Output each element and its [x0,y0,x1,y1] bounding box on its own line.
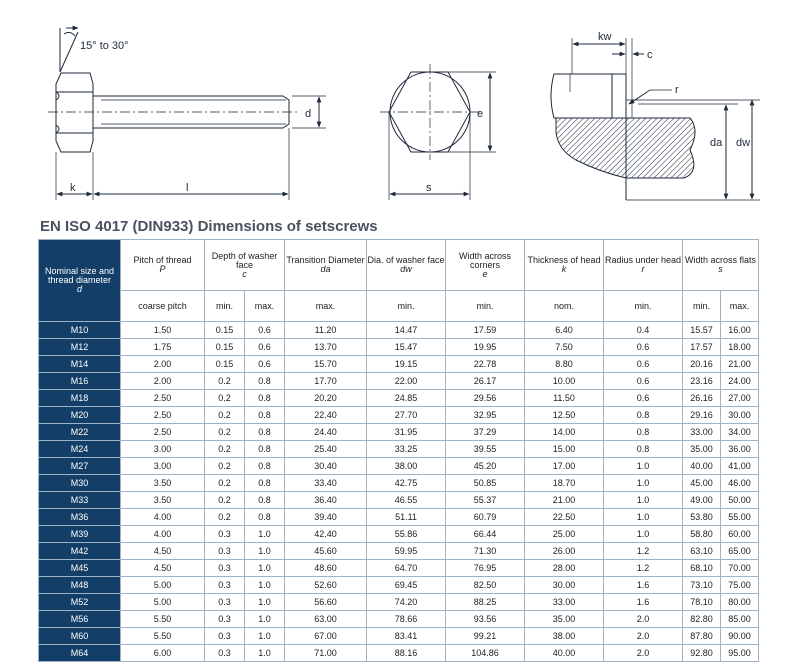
dimensions-table [38,239,759,662]
table-row [39,509,759,526]
table-cell: 15.70 [285,356,367,373]
table-cell: 33.00 [525,594,604,611]
table-cell: 30.00 [525,577,604,594]
nominal-size-cell: M27 [39,458,121,475]
nominal-size-cell: M45 [39,560,121,577]
washer-dia-header: Dia. of washer face dw [367,240,446,291]
table-cell: 49.00 [683,492,721,509]
table-cell: 1.50 [121,322,205,339]
table-cell: 46.00 [721,475,759,492]
table-row [39,407,759,424]
table-cell: 1.0 [245,594,285,611]
table-cell: 3.00 [121,441,205,458]
table-cell: 0.3 [205,577,245,594]
table-cell: 3.00 [121,458,205,475]
washer-face-detail-view [551,38,760,200]
table-cell: 71.30 [446,543,525,560]
table-cell: 12.50 [525,407,604,424]
table-cell: 55.00 [721,509,759,526]
table-cell: 55.37 [446,492,525,509]
bolt-head-top-view [380,64,496,200]
table-cell: 68.10 [683,560,721,577]
table-cell: 22.00 [367,373,446,390]
table-cell: 69.45 [367,577,446,594]
table-cell: 71.00 [285,645,367,662]
table-cell: 24.85 [367,390,446,407]
table-cell: 59.95 [367,543,446,560]
table-cell: 1.0 [604,475,683,492]
table-cell: 0.3 [205,560,245,577]
table-cell: 1.0 [604,509,683,526]
table-cell: 58.80 [683,526,721,543]
pitch-header: Pitch of thread P [121,240,205,291]
table-cell: 8.80 [525,356,604,373]
table-cell: 29.16 [683,407,721,424]
table-row [39,424,759,441]
nominal-size-cell: M20 [39,407,121,424]
da-label: da [710,137,723,149]
table-cell: 33.40 [285,475,367,492]
table-row [39,339,759,356]
dimensions-table-container [38,239,758,662]
table-cell: 75.00 [721,577,759,594]
nominal-size-cell: M36 [39,509,121,526]
table-cell: 27.70 [367,407,446,424]
technical-drawings [0,0,796,215]
table-row [39,458,759,475]
table-cell: 38.00 [525,628,604,645]
table-cell: 82.80 [683,611,721,628]
table-cell: 28.00 [525,560,604,577]
nominal-size-cell: M30 [39,475,121,492]
table-cell: 2.0 [604,645,683,662]
table-cell: 0.3 [205,594,245,611]
kw-label: kw [598,31,612,43]
table-cell: 33.25 [367,441,446,458]
table-cell: 6.00 [121,645,205,662]
subheader-cell: max. [721,291,759,322]
table-cell: 88.25 [446,594,525,611]
table-cell: 21.00 [525,492,604,509]
subheader-cell: max. [285,291,367,322]
table-row [39,628,759,645]
l-label: l [186,182,189,194]
table-cell: 22.78 [446,356,525,373]
table-cell: 0.15 [205,322,245,339]
nominal-size-cell: M10 [39,322,121,339]
table-cell: 50.00 [721,492,759,509]
table-cell: 80.00 [721,594,759,611]
table-cell: 45.00 [683,475,721,492]
table-cell: 4.50 [121,560,205,577]
table-cell: 0.8 [245,390,285,407]
table-cell: 24.40 [285,424,367,441]
nominal-size-cell: M64 [39,645,121,662]
table-cell: 45.20 [446,458,525,475]
table-cell: 63.00 [285,611,367,628]
table-cell: 0.8 [245,441,285,458]
nominal-size-header: Nominal size and thread diameter d [39,240,121,322]
r-label: r [675,84,679,96]
table-cell: 1.0 [245,611,285,628]
table-cell: 14.47 [367,322,446,339]
table-row [39,475,759,492]
table-cell: 4.50 [121,543,205,560]
table-cell: 26.17 [446,373,525,390]
table-cell: 19.15 [367,356,446,373]
table-cell: 60.79 [446,509,525,526]
table-cell: 0.2 [205,492,245,509]
table-cell: 41.00 [721,458,759,475]
table-cell: 64.70 [367,560,446,577]
table-cell: 1.6 [604,577,683,594]
table-cell: 38.00 [367,458,446,475]
table-cell: 66.44 [446,526,525,543]
table-cell: 4.00 [121,509,205,526]
table-cell: 0.6 [245,356,285,373]
table-cell: 30.40 [285,458,367,475]
table-cell: 45.60 [285,543,367,560]
table-cell: 1.0 [245,577,285,594]
c-label: c [647,49,653,61]
table-cell: 24.00 [721,373,759,390]
table-cell: 13.70 [285,339,367,356]
table-cell: 19.95 [446,339,525,356]
table-cell: 51.11 [367,509,446,526]
table-cell: 0.8 [245,407,285,424]
table-cell: 3.50 [121,492,205,509]
table-cell: 26.16 [683,390,721,407]
table-cell: 76.95 [446,560,525,577]
table-cell: 70.00 [721,560,759,577]
s-label: s [426,182,432,194]
head-thickness-header: Thickness of head k [525,240,604,291]
table-cell: 42.40 [285,526,367,543]
subheader-cell: min. [205,291,245,322]
table-cell: 85.00 [721,611,759,628]
table-row [39,373,759,390]
table-cell: 36.00 [721,441,759,458]
table-row [39,356,759,373]
table-cell: 6.40 [525,322,604,339]
table-cell: 35.00 [683,441,721,458]
nominal-size-cell: M24 [39,441,121,458]
table-cell: 1.0 [245,645,285,662]
table-row [39,611,759,628]
table-cell: 29.56 [446,390,525,407]
table-cell: 14.00 [525,424,604,441]
table-cell: 0.3 [205,611,245,628]
bolt-side-view [48,28,326,200]
washer-depth-header: Depth of washer face c [205,240,285,291]
subheader-cell: coarse pitch [121,291,205,322]
table-cell: 1.2 [604,543,683,560]
table-cell: 73.10 [683,577,721,594]
table-cell: 1.2 [604,560,683,577]
table-cell: 50.85 [446,475,525,492]
table-cell: 0.3 [205,543,245,560]
table-cell: 31.95 [367,424,446,441]
k-label: k [70,182,76,194]
table-cell: 0.4 [604,322,683,339]
nominal-size-cell: M18 [39,390,121,407]
table-cell: 27.00 [721,390,759,407]
nominal-size-cell: M16 [39,373,121,390]
table-cell: 63.10 [683,543,721,560]
table-cell: 23.16 [683,373,721,390]
table-row [39,645,759,662]
table-cell: 78.66 [367,611,446,628]
table-cell: 74.20 [367,594,446,611]
nominal-size-cell: M60 [39,628,121,645]
table-cell: 2.00 [121,356,205,373]
table-cell: 2.0 [604,611,683,628]
table-cell: 17.70 [285,373,367,390]
table-cell: 0.2 [205,373,245,390]
table-cell: 0.8 [245,458,285,475]
table-cell: 0.15 [205,339,245,356]
table-cell: 16.00 [721,322,759,339]
table-cell: 39.40 [285,509,367,526]
table-cell: 0.8 [604,441,683,458]
page-title: EN ISO 4017 (DIN933) Dimensions of setscrews [40,218,378,235]
table-cell: 20.20 [285,390,367,407]
dw-label: dw [736,137,751,149]
table-cell: 0.2 [205,390,245,407]
table-cell: 78.10 [683,594,721,611]
table-cell: 7.50 [525,339,604,356]
nominal-size-cell: M48 [39,577,121,594]
table-cell: 32.95 [446,407,525,424]
nominal-size-cell: M52 [39,594,121,611]
table-cell: 5.00 [121,594,205,611]
table-cell: 0.8 [604,424,683,441]
table-row [39,322,759,339]
table-cell: 0.6 [604,339,683,356]
table-cell: 18.70 [525,475,604,492]
table-cell: 0.6 [604,390,683,407]
table-cell: 0.6 [604,373,683,390]
table-cell: 4.00 [121,526,205,543]
table-cell: 21.00 [721,356,759,373]
table-cell: 15.00 [525,441,604,458]
table-cell: 1.0 [604,458,683,475]
table-cell: 42.75 [367,475,446,492]
table-cell: 1.0 [245,543,285,560]
nominal-size-cell: M39 [39,526,121,543]
table-cell: 0.3 [205,628,245,645]
table-cell: 17.59 [446,322,525,339]
subheader-cell: nom. [525,291,604,322]
table-cell: 0.2 [205,458,245,475]
table-cell: 2.00 [121,373,205,390]
table-cell: 40.00 [525,645,604,662]
subheader-cell: min. [367,291,446,322]
table-cell: 82.50 [446,577,525,594]
table-cell: 104.86 [446,645,525,662]
subheader-cell: min. [683,291,721,322]
table-cell: 83.41 [367,628,446,645]
table-cell: 2.50 [121,390,205,407]
table-cell: 18.00 [721,339,759,356]
table-cell: 0.8 [245,424,285,441]
subheader-cell: min. [604,291,683,322]
table-cell: 0.8 [604,407,683,424]
table-cell: 1.0 [604,492,683,509]
table-row [39,594,759,611]
table-cell: 22.50 [525,509,604,526]
table-cell: 5.00 [121,577,205,594]
table-cell: 0.8 [245,373,285,390]
nominal-size-cell: M33 [39,492,121,509]
table-cell: 0.8 [245,509,285,526]
table-cell: 37.29 [446,424,525,441]
table-cell: 5.50 [121,611,205,628]
radius-header: Radius under head r [604,240,683,291]
table-cell: 26.00 [525,543,604,560]
table-cell: 0.6 [604,356,683,373]
subheader-cell: min. [446,291,525,322]
table-cell: 46.55 [367,492,446,509]
nominal-size-cell: M56 [39,611,121,628]
table-cell: 2.0 [604,628,683,645]
table-cell: 87.80 [683,628,721,645]
table-cell: 0.2 [205,407,245,424]
table-cell: 15.57 [683,322,721,339]
table-cell: 0.3 [205,526,245,543]
table-cell: 2.50 [121,424,205,441]
table-cell: 20.16 [683,356,721,373]
table-cell: 39.55 [446,441,525,458]
table-cell: 67.00 [285,628,367,645]
nominal-size-cell: M14 [39,356,121,373]
table-cell: 25.00 [525,526,604,543]
table-cell: 0.8 [245,475,285,492]
angle-label: 15° to 30° [80,40,129,52]
table-cell: 90.00 [721,628,759,645]
table-cell: 1.0 [245,560,285,577]
table-cell: 40.00 [683,458,721,475]
table-cell: 1.0 [245,526,285,543]
table-cell: 0.2 [205,475,245,492]
table-cell: 35.00 [525,611,604,628]
table-cell: 93.56 [446,611,525,628]
table-cell: 55.86 [367,526,446,543]
table-cell: 0.6 [245,339,285,356]
subheader-cell: max. [245,291,285,322]
table-cell: 0.2 [205,509,245,526]
table-cell: 60.00 [721,526,759,543]
table-cell: 11.20 [285,322,367,339]
width-corners-header: Width across corners e [446,240,525,291]
table-cell: 3.50 [121,475,205,492]
width-flats-header: Width across flats s [683,240,759,291]
table-cell: 1.0 [604,526,683,543]
table-cell: 17.00 [525,458,604,475]
table-cell: 15.47 [367,339,446,356]
table-cell: 0.15 [205,356,245,373]
nominal-size-cell: M12 [39,339,121,356]
table-cell: 25.40 [285,441,367,458]
table-row [39,560,759,577]
table-row [39,526,759,543]
table-cell: 65.00 [721,543,759,560]
table-cell: 56.60 [285,594,367,611]
table-cell: 2.50 [121,407,205,424]
table-row [39,543,759,560]
table-cell: 1.75 [121,339,205,356]
table-cell: 0.6 [245,322,285,339]
table-cell: 53.80 [683,509,721,526]
table-cell: 10.00 [525,373,604,390]
nominal-size-cell: M42 [39,543,121,560]
table-row [39,441,759,458]
table-cell: 17.57 [683,339,721,356]
table-cell: 52.60 [285,577,367,594]
table-cell: 95.00 [721,645,759,662]
table-cell: 0.2 [205,441,245,458]
table-cell: 1.0 [245,628,285,645]
table-cell: 30.00 [721,407,759,424]
table-cell: 0.8 [245,492,285,509]
e-label: e [477,108,484,120]
nominal-size-cell: M22 [39,424,121,441]
table-row [39,492,759,509]
table-cell: 34.00 [721,424,759,441]
table-cell: 48.60 [285,560,367,577]
table-cell: 0.3 [205,645,245,662]
table-row [39,390,759,407]
transition-diameter-header: Transition Diameter da [285,240,367,291]
table-cell: 33.00 [683,424,721,441]
table-cell: 92.80 [683,645,721,662]
table-cell: 1.6 [604,594,683,611]
table-cell: 99.21 [446,628,525,645]
d-label: d [305,108,312,120]
table-cell: 88.16 [367,645,446,662]
table-cell: 22.40 [285,407,367,424]
table-cell: 11.50 [525,390,604,407]
table-row [39,577,759,594]
table-cell: 0.2 [205,424,245,441]
table-body [39,322,759,662]
table-cell: 5.50 [121,628,205,645]
table-cell: 36.40 [285,492,367,509]
